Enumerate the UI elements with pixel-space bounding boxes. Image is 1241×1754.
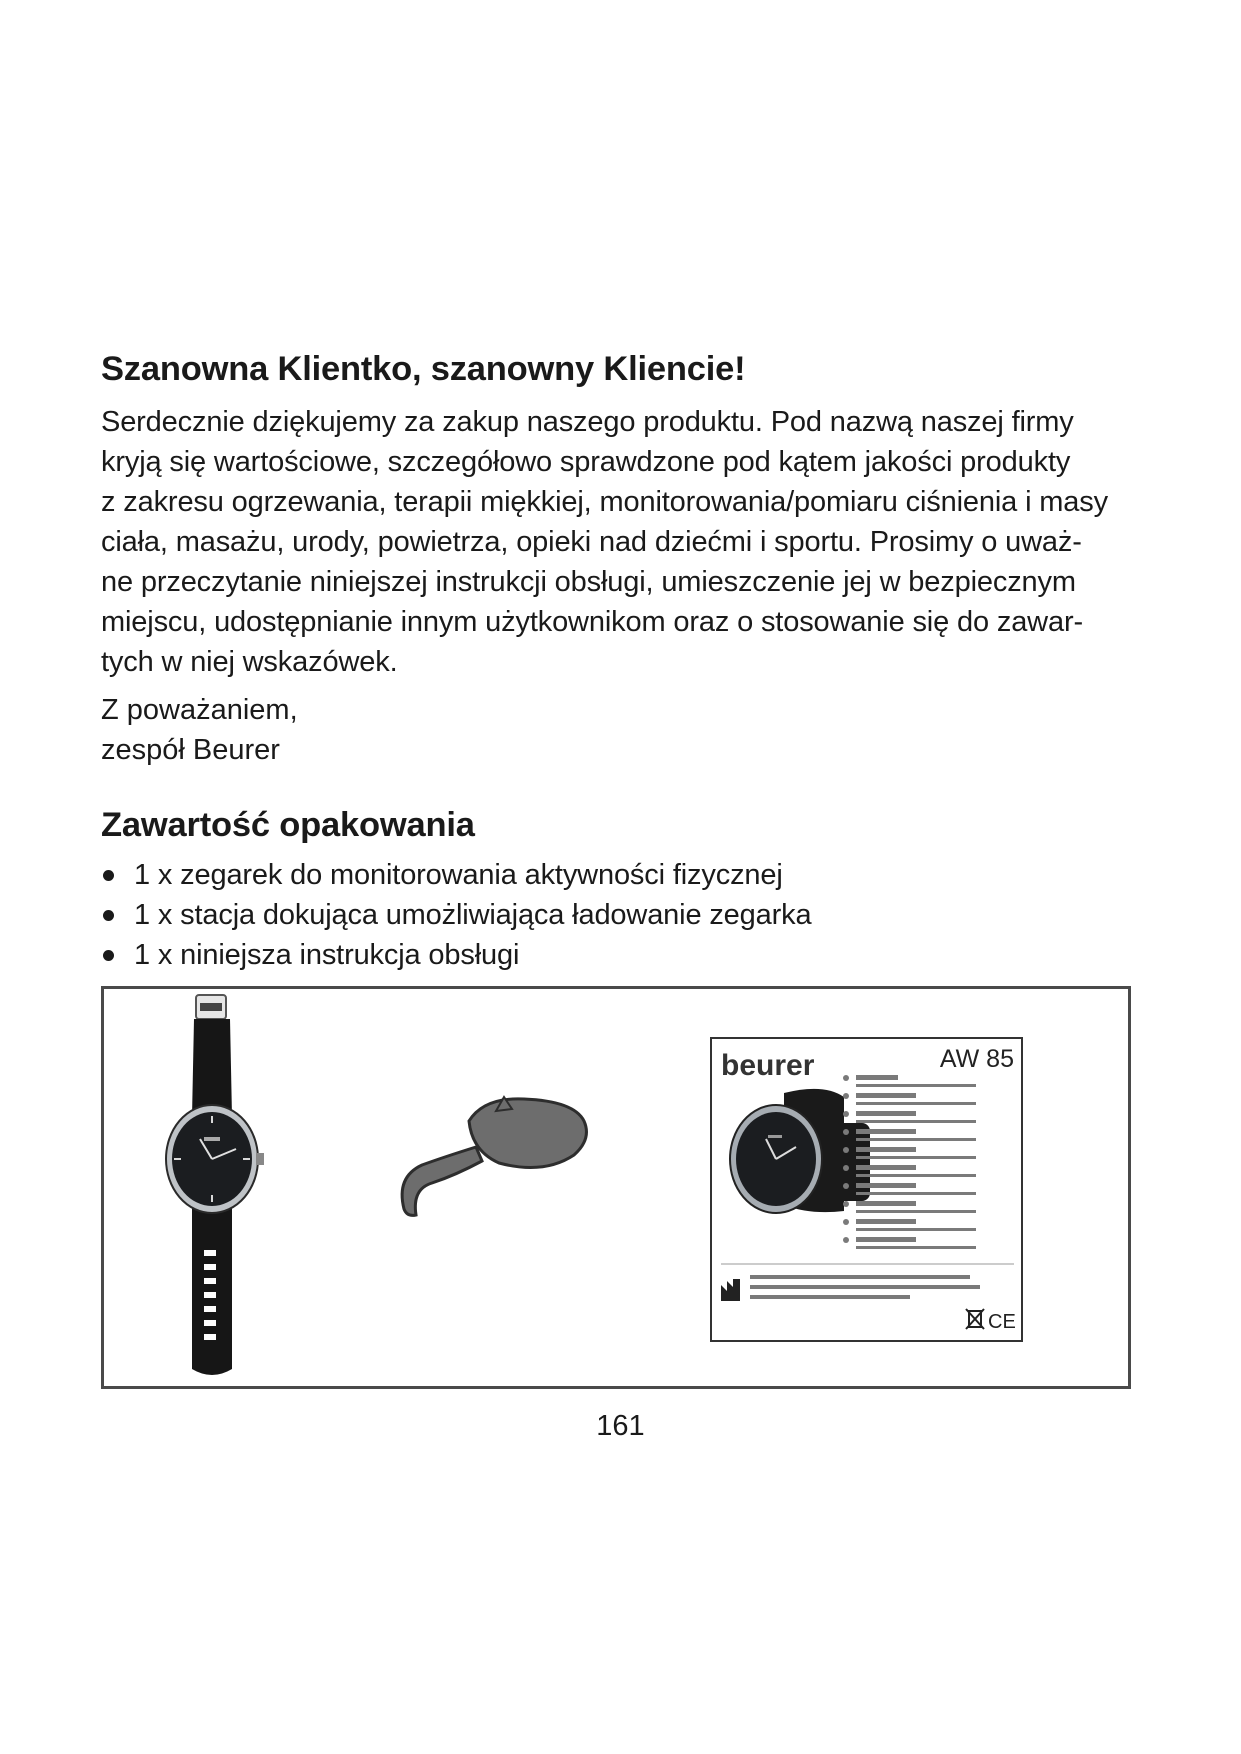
- package-title: Zawartość opakowania: [101, 806, 475, 844]
- signoff: [101, 690, 298, 770]
- intro-line: ciała, masażu, urody, powietrza, opieki nad dziećmi i sportu. Prosimy o uważ-: [101, 526, 1082, 558]
- intro-line: Serdecznie dziękujemy za zakup naszego produktu. Pod nazwą naszej firmy: [101, 406, 1074, 438]
- weee-icon: [966, 1309, 984, 1329]
- intro-line: ne przeczytanie niniejszej instrukcji obsługi, umieszczenie jej w bezpiecznym: [101, 566, 1076, 598]
- signoff-line: Z poważaniem,: [101, 694, 298, 726]
- greeting-title: Szanowna Klientko, szanowny Kliencie!: [101, 350, 746, 388]
- signoff-line: zespół Beurer: [101, 734, 280, 766]
- package-contents-list: [101, 855, 811, 975]
- intro-line: tych w niej wskazówek.: [101, 646, 398, 678]
- list-item: 1 x zegarek do monitorowania aktywności fizycznej: [101, 855, 811, 895]
- manual-brand-logo: beurer: [721, 1049, 815, 1082]
- intro-line: z zakresu ogrzewania, terapii miękkiej, monitorowania/pomiaru ciśnienia i masy: [101, 486, 1108, 518]
- ce-mark: CE: [988, 1311, 1016, 1333]
- intro-line: miejscu, udostępnianie innym użytkownikom oraz o stosowanie się do zawar-: [101, 606, 1083, 638]
- manual-illustration: [711, 1038, 1022, 1341]
- intro-line: kryją się wartościowe, szczegółowo sprawdzone pod kątem jakości produkty: [101, 446, 1071, 478]
- manual-model-label: AW 85: [939, 1045, 1014, 1073]
- list-item: 1 x stacja dokująca umożliwiająca ładowanie zegarka: [101, 895, 811, 935]
- watch-illustration: [166, 995, 264, 1375]
- intro-paragraph: [101, 402, 1151, 682]
- docking-station-illustration: [402, 1097, 586, 1215]
- page-number: 161: [596, 1410, 645, 1442]
- list-item: 1 x niniejsza instrukcja obsługi: [101, 935, 811, 975]
- package-contents-figure: [101, 986, 1131, 1389]
- figure-illustration: [104, 989, 1128, 1386]
